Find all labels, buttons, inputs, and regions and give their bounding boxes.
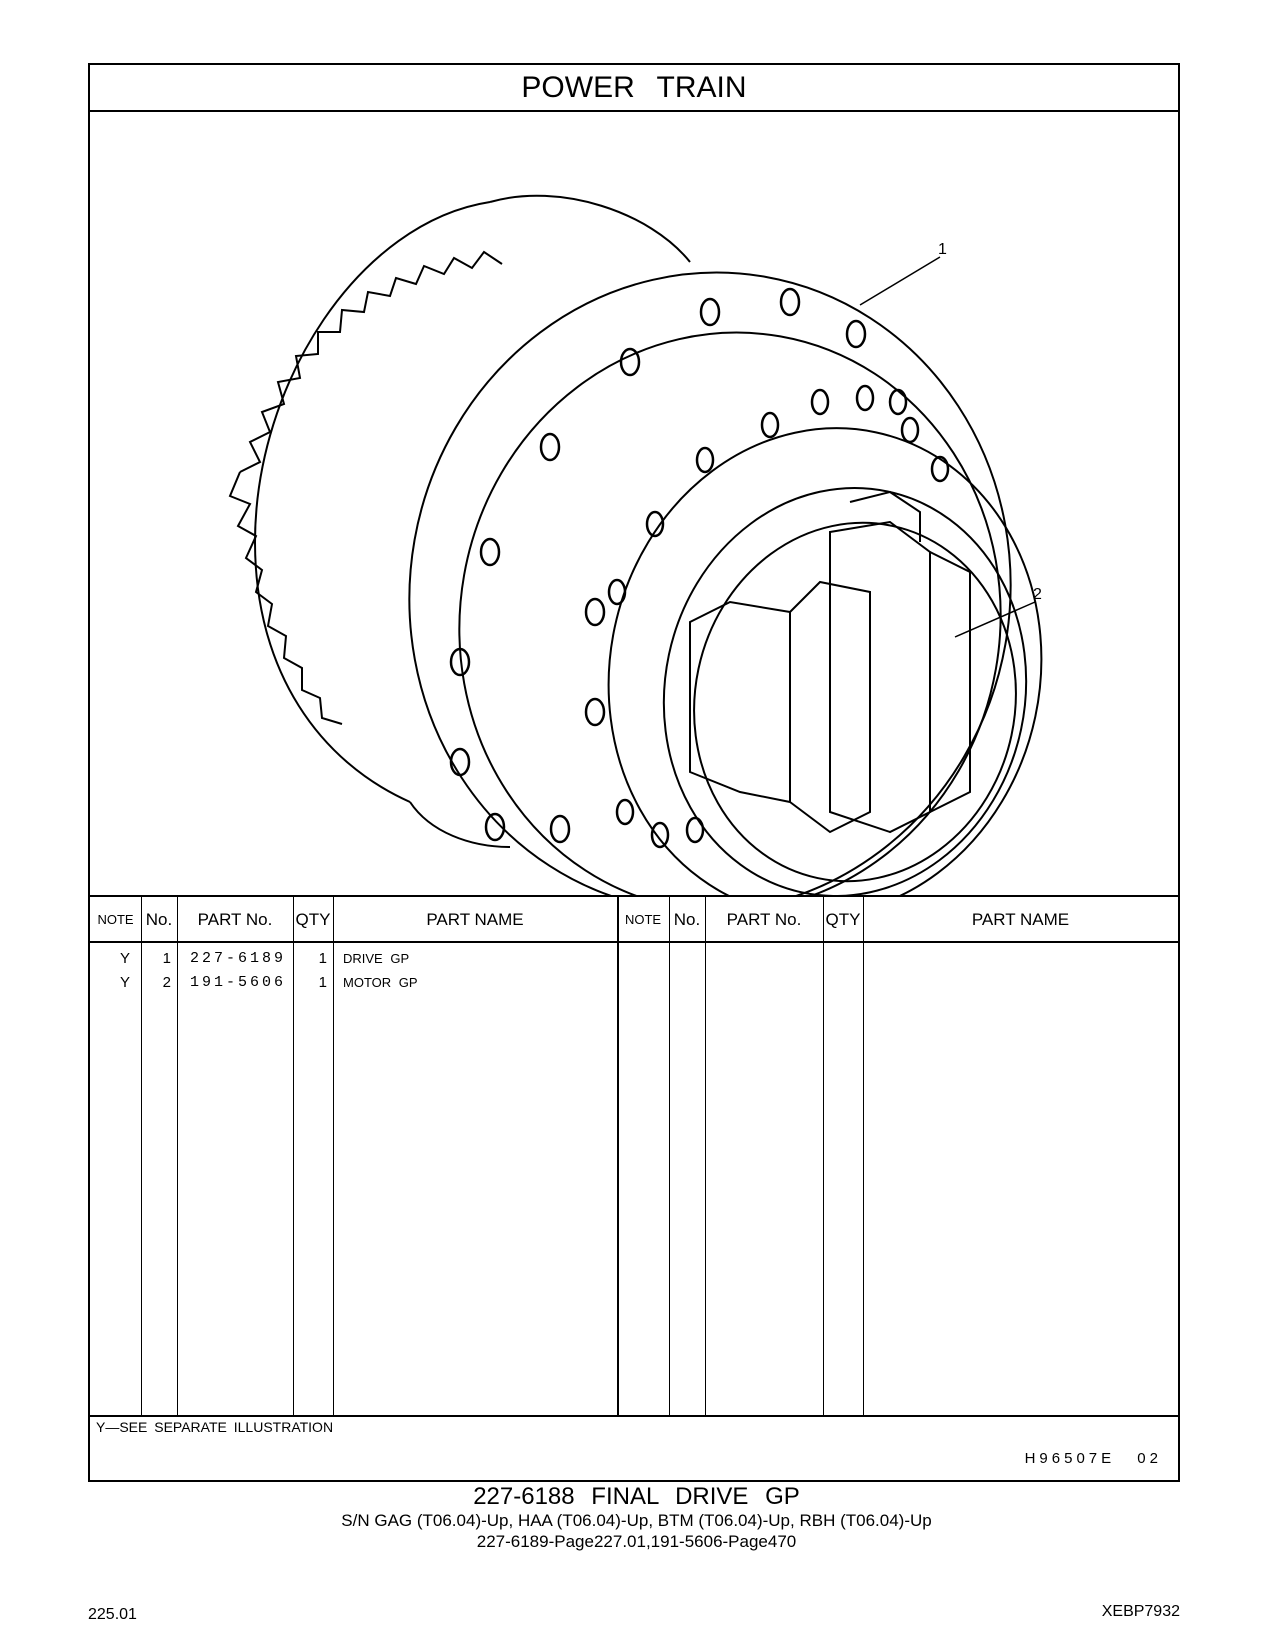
row-1-qty: 1 — [318, 950, 327, 967]
footnote: Y—SEE SEPARATE ILLUSTRATION — [96, 1419, 334, 1435]
illustration-id: H96507E 02 — [1024, 1450, 1162, 1467]
row-2-qty: 1 — [318, 974, 327, 991]
header-qty: QTY — [295, 910, 331, 929]
header-part-name: PART NAME — [426, 910, 524, 929]
header-no-2: No. — [673, 910, 701, 929]
row-1-no: 1 — [162, 950, 171, 967]
final-drive-illustration — [90, 112, 1178, 895]
row-2-part-no: 191-5606 — [190, 974, 287, 991]
final-drive-drawing — [90, 112, 1178, 895]
row-2-no: 2 — [162, 974, 171, 991]
header-qty-2: QTY — [825, 910, 861, 929]
row-1-part-name: DRIVE GP — [343, 951, 410, 966]
caption-title: 227-6188 FINAL DRIVE GP — [473, 1483, 800, 1510]
header-part-no: PART No. — [197, 910, 273, 929]
caption-references: 227-6189-Page227.01,191-5606-Page470 — [476, 1532, 797, 1551]
row-2-part-name: MOTOR GP — [343, 975, 418, 990]
document-number: XEBP7932 — [1101, 1603, 1180, 1620]
callout-1: 1 — [938, 241, 947, 258]
header-no: No. — [145, 910, 173, 929]
row-2-note: Y — [119, 974, 130, 991]
col-divider — [669, 895, 670, 1415]
row-1-note: Y — [119, 950, 130, 967]
col-divider — [177, 895, 178, 1415]
header-note-2: NOTE — [624, 912, 662, 927]
header-part-name-2: PART NAME — [971, 910, 1070, 929]
col-divider — [823, 895, 824, 1415]
header-part-no-2: PART No. — [726, 910, 802, 929]
callout-2: 2 — [1033, 586, 1042, 603]
col-divider — [617, 895, 619, 1415]
row-1-part-no: 227-6189 — [190, 950, 287, 967]
page-number: 225.01 — [88, 1606, 137, 1623]
col-divider — [863, 895, 864, 1415]
header-note: NOTE — [97, 912, 134, 927]
col-divider — [333, 895, 334, 1415]
parts-page-frame — [88, 63, 1180, 1482]
caption-serials: S/N GAG (T06.04)-Up, HAA (T06.04)-Up, BTM (T06.04)-Up, RBH (T06.04)-Up — [341, 1511, 932, 1530]
page-title: POWER TRAIN — [90, 65, 1178, 112]
col-divider — [705, 895, 706, 1415]
